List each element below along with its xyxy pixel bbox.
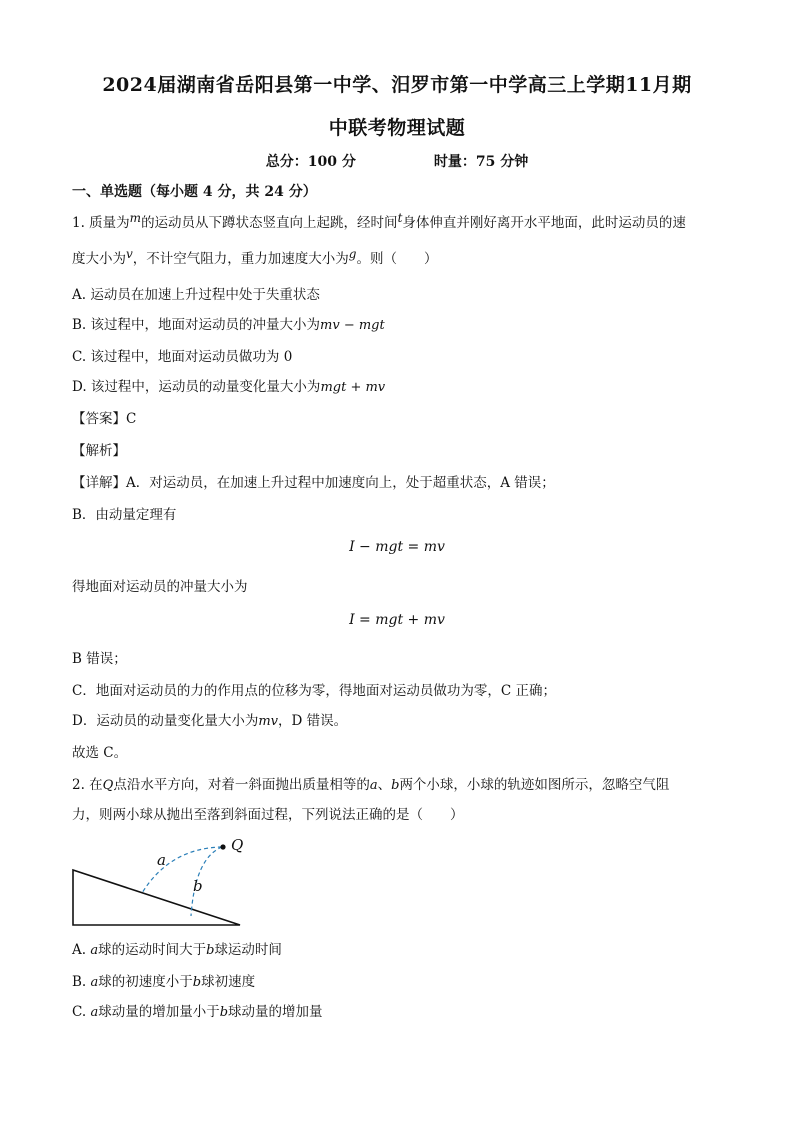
q2-option-c: C. a球动量的增加量小于b球动量的增加量: [72, 1004, 323, 1020]
q1-option-a: A. 运动员在加速上升过程中处于失重状态: [72, 287, 320, 303]
q1-detail-c: C．地面对运动员的力的作用点的位移为零，得地面对运动员做功为零，C 正确；: [72, 683, 556, 699]
var-g: g: [348, 247, 357, 261]
q1-option-b: B. 该过程中，地面对运动员的冲量大小为mv − mgt: [72, 317, 385, 333]
q1-detail-b-2: 得地面对运动员的冲量大小为: [72, 579, 248, 595]
label-q: Q: [231, 836, 244, 854]
var-m: m: [129, 211, 142, 225]
q2-option-a: A. a球的运动时间大于b球运动时间: [72, 942, 282, 958]
q1-detail-d: D．运动员的动量变化量大小为mv，D 错误。: [72, 713, 348, 729]
q1-detail-b-3: B 错误；: [72, 651, 127, 667]
q1-detail-b: B．由动量定理有: [72, 507, 177, 523]
q2-figure: [60, 830, 280, 930]
q1-option-d: D. 该过程中，运动员的动量变化量大小为mgt + mv: [72, 379, 386, 395]
point-q-dot: [220, 844, 225, 849]
label-b: b: [193, 877, 203, 895]
q2-option-b: B. a球的初速度小于b球初速度: [72, 974, 256, 990]
section-heading: 一、单选题（每小题 4 分，共 24 分）: [72, 184, 317, 200]
q1-analysis-tag: 【解析】: [72, 443, 126, 459]
page-title-line-1: 2024届湖南省岳阳县第一中学、汨罗市第一中学高三上学期11月期: [102, 74, 692, 96]
q1-equation-1: I − mgt = mv: [349, 539, 445, 555]
total-score: 总分：100 分: [265, 154, 356, 170]
q1-detail-a: 【详解】A．对运动员，在加速上升过程中加速度向上，处于超重状态，A 错误；: [72, 475, 555, 491]
page-title-line-2: 中联考物理试题: [328, 117, 466, 139]
incline-triangle: [73, 870, 240, 925]
q1-conclusion: 故选 C。: [72, 745, 128, 761]
q1-answer: 【答案】C: [72, 411, 137, 427]
exam-meta: [0, 151, 794, 171]
q1-equation-2: I = mgt + mv: [349, 612, 445, 628]
q1-stem-line-2: 度大小为v，不计空气阻力，重力加速度大小为g。则（ ）: [72, 247, 438, 267]
q2-stem-line-2: 力，则两小球从抛出至落到斜面过程，下列说法正确的是（ ）: [72, 807, 464, 823]
var-t: t: [397, 211, 403, 225]
q1-option-c: C. 该过程中，地面对运动员做功为 0: [72, 349, 293, 365]
trajectory-a: [142, 847, 222, 893]
q1-stem-line-1: 1. 质量为m的运动员从下蹲状态竖直向上起跳，经时间t身体伸直并刚好离开水平地面，此时运动员的速: [72, 211, 686, 231]
var-v: v: [126, 247, 133, 261]
time-limit: 时量：75 分钟: [433, 154, 529, 170]
q2-stem-line-1: 2. 在Q点沿水平方向，对着一斜面抛出质量相等的a、b两个小球，小球的轨迹如图所示，忽略空气阻: [72, 777, 670, 793]
label-a: a: [157, 851, 166, 869]
